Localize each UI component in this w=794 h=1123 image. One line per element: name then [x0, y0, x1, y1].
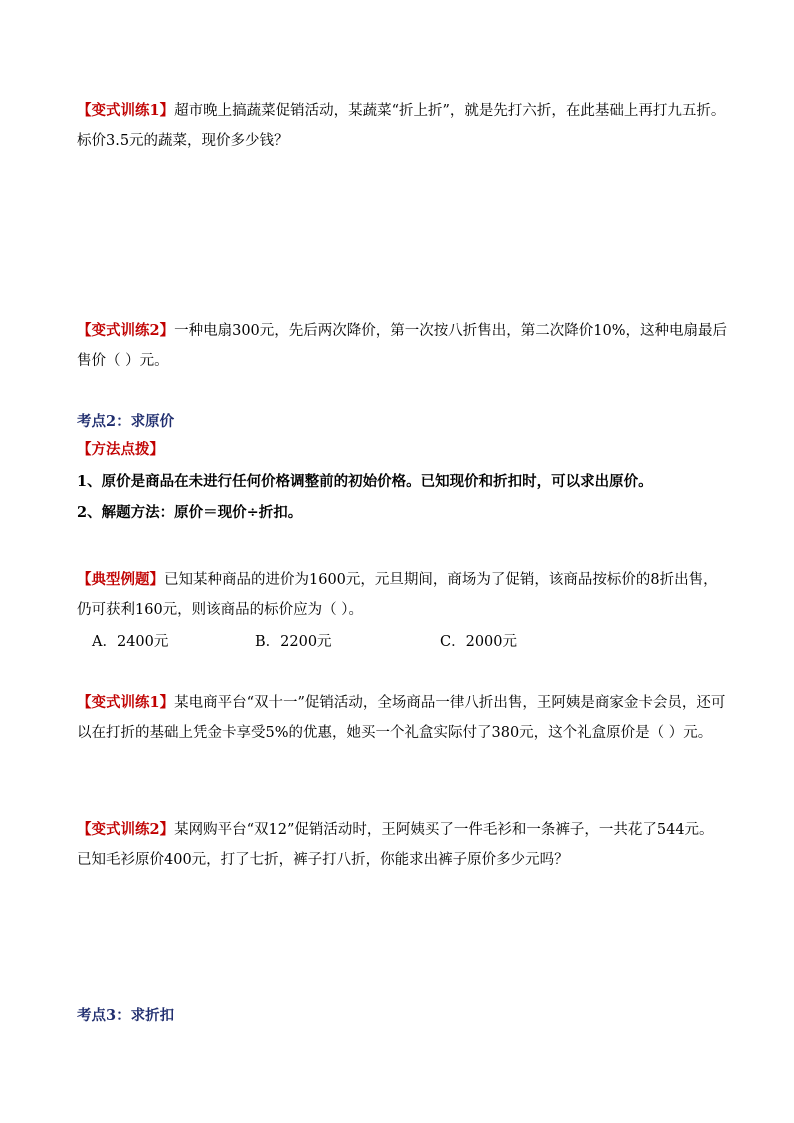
method-tag: 【方法点拨】 — [77, 441, 164, 458]
kaodian-3-title: 考点3：求折扣 — [77, 1007, 175, 1024]
choice-b[interactable]: B．2200元 — [255, 634, 332, 650]
choice-c[interactable]: C．2000元 — [440, 634, 517, 650]
example-tag: 【典型例题】 — [77, 571, 164, 588]
answer-choices — [92, 630, 692, 656]
exercise-tag: 【变式训练2】 — [77, 821, 175, 838]
choice-a[interactable]: A．2400元 — [92, 634, 169, 650]
kaodian-2-title: 考点2：求原价 — [77, 413, 175, 430]
typical-example-paragraph — [77, 565, 727, 625]
example-text: 已知某种商品的进价为1600元，元旦期间，商场为了促销，该商品按标价的8折出售，仍可获利160元，则该商品的标价应为（ ）。 — [77, 572, 718, 618]
exercise-tag: 【变式训练1】 — [77, 102, 175, 119]
exercise-tag: 【变式训练2】 — [77, 322, 175, 339]
kaodian-2-exercise-2-paragraph — [77, 815, 727, 875]
exercise-2-paragraph — [77, 316, 727, 376]
exercise-tag: 【变式训练1】 — [77, 694, 175, 711]
exercise-text: 某网购平台“双12”促销活动时，王阿姨买了一件毛衫和一条裤子，一共花了544元。已知毛衫原价400元，打了七折，裤子打八折，你能求出裤子原价多少元吗？ — [77, 822, 714, 868]
exercise-text: 一种电扇300元，先后两次降价，第一次按八折售出，第二次降价10%，这种电扇最后售价（ ）元。 — [77, 323, 727, 369]
exercise-text: 超市晚上搞蔬菜促销活动，某蔬菜“折上折”，就是先打六折，在此基础上再打九五折。标价3.5元的蔬菜，现价多少钱？ — [77, 103, 726, 149]
exercise-text: 某电商平台“双十一”促销活动，全场商品一律八折出售，王阿姨是商家金卡会员，还可以在打折的基础上凭金卡享受5%的优惠，她买一个礼盒实际付了380元，这个礼盒原价是（ ）元。 — [77, 695, 726, 741]
method-point-1: 1、原价是商品在未进行任何价格调整前的初始价格。已知现价和折扣时，可以求出原价。 — [77, 473, 653, 490]
kaodian-2-exercise-1-paragraph — [77, 688, 727, 748]
exercise-1-paragraph — [77, 96, 727, 156]
method-point-2: 2、解题方法：原价＝现价÷折扣。 — [77, 504, 303, 521]
